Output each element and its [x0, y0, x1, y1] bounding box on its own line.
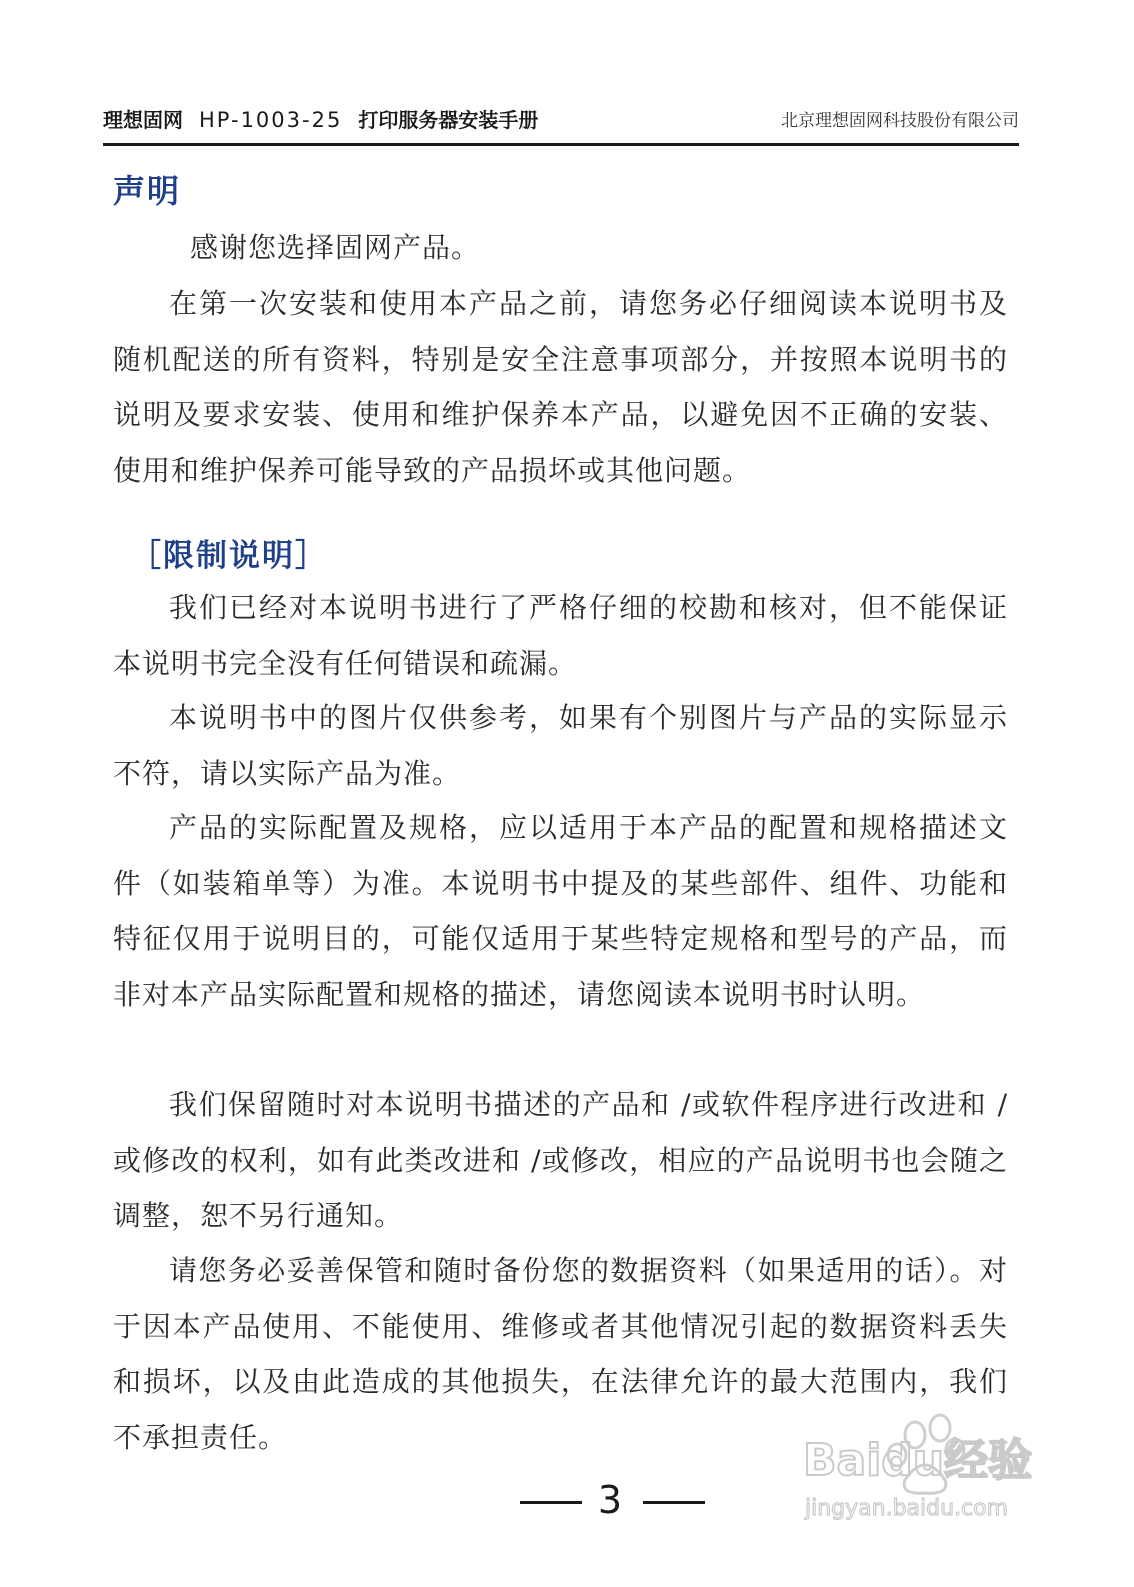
limits-paragraph-1: 我们已经对本说明书进行了严格仔细的校勘和核对，但不能保证本说明书完全没有任何错误和疏漏。: [113, 591, 1008, 680]
header-title: [103, 104, 538, 133]
header-divider: [103, 143, 1019, 146]
header-brand: 理想固网: [103, 108, 183, 132]
footer-dash-right: [643, 1501, 705, 1504]
baidu-watermark: [795, 1395, 1055, 1530]
page-number: 3: [597, 1478, 623, 1522]
header-company: 北京理想固网科技股份有限公司: [781, 111, 1019, 131]
watermark-logo-text: Baidu经验: [803, 1435, 1033, 1486]
thanks-paragraph: 感谢您选择固网产品。: [190, 231, 481, 264]
watermark-url-text: jingyan.baidu.com: [805, 1496, 1009, 1521]
limits-title: ［限制说明］: [130, 538, 328, 574]
header-doc-title: 打印服务器安装手册: [358, 108, 539, 132]
page-header: [103, 104, 1019, 138]
limits-paragraph-2: 本说明书中的图片仅供参考，如果有个别图片与产品的实际显示不符，请以实际产品为准。: [113, 701, 1008, 790]
section-title: 声明: [113, 172, 182, 210]
limits-paragraph-5: 请您务必妥善保管和随时备份您的数据资料（如果适用的话）。对于因本产品使用、不能使用、维修或者其他情况引起的数据资料丢失和损坏，以及由此造成的其他损失，在法律允许的最大范围内，我们不承担责任。: [113, 1254, 1008, 1454]
limits-paragraph-3: 产品的实际配置及规格，应以适用于本产品的配置和规格描述文件（如装箱单等）为准。本说明书中提及的某些部件、组件、功能和特征仅用于说明目的，可能仅适用于某些特定规格和型号的产品，而非对本产品实际配置和规格的描述，请您阅读本说明书时认明。: [113, 811, 1008, 1011]
header-model: HP-1003-25: [199, 108, 343, 132]
intro-paragraph: 在第一次安装和使用本产品之前，请您务必仔细阅读本说明书及随机配送的所有资料，特别是安全注意事项部分，并按照本说明书的说明及要求安装、使用和维护保养本产品，以避免因不正确的安装、使用和维护保养可能导致的产品损坏或其他问题。: [113, 287, 1008, 487]
limits-paragraph-4: 我们保留随时对本说明书描述的产品和 /或软件程序进行改进和 /或修改的权利，如有此类改进和 /或修改，相应的产品说明书也会随之调整，恕不另行通知。: [113, 1088, 1008, 1232]
footer-dash-left: [520, 1501, 582, 1504]
